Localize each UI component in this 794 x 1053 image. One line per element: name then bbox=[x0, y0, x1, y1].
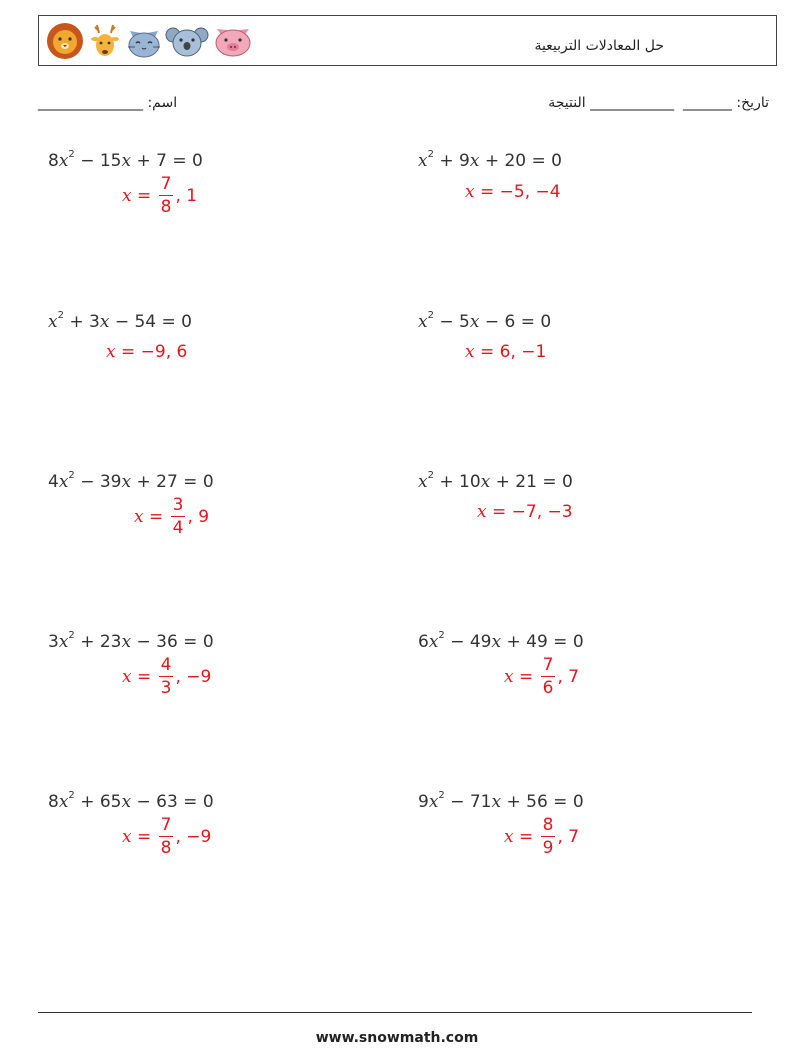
problem-9: $8x^2 + 65x - 63 = 0$ bbox=[48, 790, 214, 812]
problem-7: $3x^2 + 23x - 36 = 0$ bbox=[48, 630, 214, 652]
animal-icons bbox=[45, 21, 255, 61]
answer-4: x = 6, −1 bbox=[465, 342, 547, 362]
footer-divider bbox=[38, 1012, 752, 1013]
problem-1: $8x^2 - 15x + 7 = 0$ bbox=[48, 149, 203, 171]
problem-8: $6x^2 - 49x + 49 = 0$ bbox=[418, 630, 584, 652]
answer-6: x = −7, −3 bbox=[477, 502, 573, 522]
answer-9: x = $\frac{7}{8}$ , −9 bbox=[122, 815, 212, 858]
answer-3: x = −9, 6 bbox=[106, 342, 188, 362]
answer-2: x = −5, −4 bbox=[465, 182, 561, 202]
worksheet-title: حل المعادلات التربيعية bbox=[534, 38, 664, 54]
problem-5: $4x^2 - 39x + 27 = 0$ bbox=[48, 470, 214, 492]
problem-6: $x^2 + 10x + 21 = 0$ bbox=[418, 470, 573, 492]
answer-1: x = $\frac{7}{8}$ , 1 bbox=[122, 174, 198, 217]
date-score-field: تاريخ: _______ ____________ النتيجة bbox=[548, 95, 769, 111]
problem-3: $x^2 + 3x - 54 = 0$ bbox=[48, 310, 192, 332]
footer-url[interactable]: www.snowmath.com bbox=[315, 1030, 479, 1046]
problem-2: $x^2 + 9x + 20 = 0$ bbox=[418, 149, 562, 171]
pig-icon bbox=[211, 21, 255, 61]
answer-10: x = $\frac{8}{9}$ , 7 bbox=[504, 815, 580, 858]
koala-icon bbox=[165, 21, 209, 61]
problem-10: $9x^2 - 71x + 56 = 0$ bbox=[418, 790, 584, 812]
answer-5: x = $\frac{3}{4}$ , 9 bbox=[134, 495, 210, 538]
problem-4: $x^2 - 5x - 6 = 0$ bbox=[418, 310, 552, 332]
cat-icon bbox=[125, 21, 163, 61]
header-box bbox=[38, 15, 777, 66]
deer-icon bbox=[87, 21, 123, 61]
lion-icon bbox=[45, 21, 85, 61]
answer-8: x = $\frac{7}{6}$ , 7 bbox=[504, 655, 580, 698]
answer-7: x = $\frac{4}{3}$ , −9 bbox=[122, 655, 212, 698]
name-field: اسم: _______________ bbox=[38, 95, 178, 111]
